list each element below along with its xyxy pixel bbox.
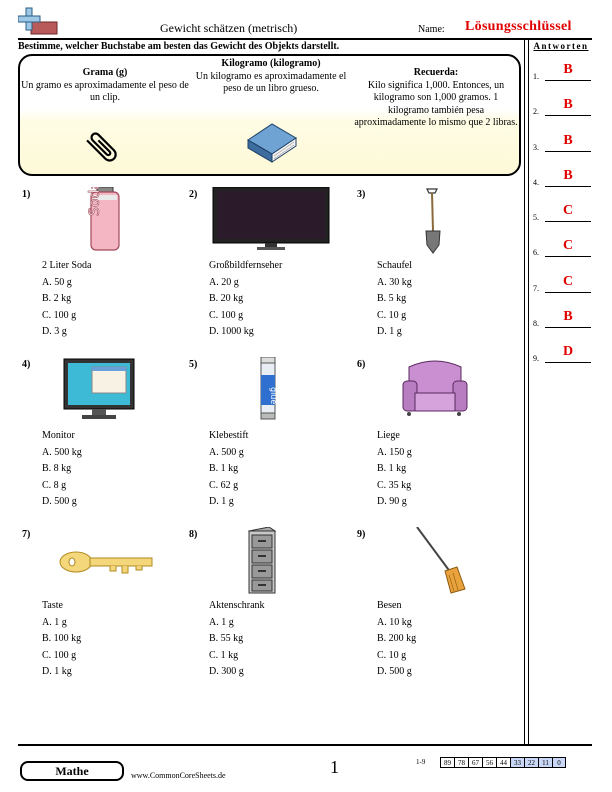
name-label: Name:: [418, 24, 445, 35]
kilogram-info: [192, 58, 350, 96]
armchair-icon: [395, 357, 485, 425]
question-number: 1): [22, 189, 31, 200]
question-number: 3): [357, 189, 366, 200]
score-cell: 78: [454, 757, 468, 768]
option-d: D. 90 g: [377, 496, 407, 507]
item-name: Besen: [377, 600, 402, 611]
option-c: C. 62 g: [209, 479, 239, 491]
item-name: Taste: [42, 600, 63, 611]
answer-line: [545, 292, 591, 293]
item-name: Liege: [377, 430, 400, 441]
answer-number: 4.: [533, 178, 539, 187]
option-b: B. 55 kg: [209, 633, 244, 644]
option-a: A. 1 g: [209, 616, 234, 628]
score-cell: 67: [468, 757, 482, 768]
plus-logo-icon: [18, 6, 58, 36]
option-c: C. 8 g: [42, 479, 67, 491]
remember-info: [354, 62, 518, 130]
answer-value: C: [562, 238, 574, 253]
item-name: Klebestift: [209, 430, 249, 441]
answer-value: B: [563, 133, 573, 148]
page-number: 1: [330, 757, 339, 777]
file-cabinet-icon: [227, 527, 317, 595]
option-c: C. 1 kg: [209, 649, 239, 661]
paperclip-icon: [84, 126, 124, 171]
answer-number: 3.: [533, 143, 539, 152]
glue-stick-icon: [227, 357, 317, 425]
option-b: B. 200 kg: [377, 633, 417, 644]
option-c: C. 100 g: [42, 309, 77, 321]
item-name: 2 Liter Soda: [42, 260, 92, 271]
option-d: D. 1000 kg: [209, 326, 254, 337]
answer-value: B: [563, 309, 573, 324]
question-number: 6): [357, 359, 366, 370]
question-number: 4): [22, 359, 31, 370]
answer-number: 5.: [533, 213, 539, 222]
broom-icon: [395, 527, 485, 595]
option-d: D. 500 g: [42, 496, 77, 507]
remember-text: Kilo significa 1,000. Entonces, un kilogramo son 1,000 gramos. 1 kilogramo también pesa aproximadamente lo mismo que 2 libras.: [354, 79, 518, 128]
footer-divider: [18, 744, 592, 746]
shovel-icon: [395, 187, 485, 255]
kilogram-text: Un kilogramo es aproximadamente el peso de un libro grueso.: [195, 70, 347, 94]
answer-number: 9.: [533, 354, 539, 363]
option-d: D. 1 kg: [42, 666, 72, 677]
soda-bottle-icon: [60, 187, 150, 255]
item-name: Monitor: [42, 430, 75, 441]
score-cell: 0: [552, 757, 566, 768]
option-b: B. 5 kg: [377, 293, 407, 304]
worksheet-title: Gewicht schätzen (metrisch): [160, 21, 298, 35]
score-range-label: 1-9: [416, 758, 426, 766]
remember-title: Recuerda:: [413, 67, 459, 78]
answer-number: 8.: [533, 319, 539, 328]
option-d: D. 300 g: [209, 666, 244, 677]
key-icon: [50, 527, 160, 595]
answer-number: 1.: [533, 72, 539, 81]
option-a: A. 1 g: [42, 616, 67, 628]
option-a: A. 20 g: [209, 276, 239, 288]
item-name: Schaufel: [377, 260, 412, 271]
option-a: A. 50 g: [42, 276, 72, 288]
question-options: [209, 428, 248, 511]
answer-value: C: [562, 203, 574, 218]
option-a: A. 500 g: [209, 446, 244, 458]
answer-line: [545, 186, 591, 187]
soda-label-text: Soda: [87, 187, 103, 216]
option-a: A. 150 g: [377, 446, 412, 458]
question-options: [42, 428, 82, 511]
question-options: [377, 598, 416, 681]
option-b: B. 20 kg: [209, 293, 244, 304]
answer-line: [545, 115, 591, 116]
option-d: D. 1 g: [377, 326, 402, 337]
reference-box: [18, 54, 521, 176]
answer-value: B: [563, 62, 573, 77]
flat-tv-icon: [211, 187, 331, 255]
option-b: B. 8 kg: [42, 463, 72, 474]
answer-value: D: [562, 344, 574, 359]
score-cell: 33: [510, 757, 524, 768]
option-b: B. 1 kg: [377, 463, 407, 474]
score-cell: 89: [440, 757, 454, 768]
answer-line: [545, 256, 591, 257]
option-b: B. 1 kg: [209, 463, 239, 474]
question-number: 2): [189, 189, 198, 200]
option-c: C. 35 kg: [377, 479, 412, 491]
glue-label-text: glue: [269, 387, 278, 405]
gram-text: Un gramo es aproximadamente el peso de un clip.: [21, 79, 189, 103]
option-d: D. 500 g: [377, 666, 412, 677]
answer-value: B: [563, 168, 573, 183]
answer-line: [545, 362, 591, 363]
answer-line: [545, 327, 591, 328]
answer-value: C: [562, 274, 574, 289]
question-options: [42, 598, 81, 681]
name-value: Lösungsschlüssel: [465, 19, 572, 34]
instructions: Bestimme, welcher Buchstabe am besten das Gewicht des Objekts darstellt.: [18, 41, 340, 52]
book-icon: [242, 118, 300, 169]
monitor-icon: [62, 357, 162, 425]
option-a: A. 500 kg: [42, 446, 82, 458]
answers-heading: Antworten: [533, 41, 589, 51]
score-cell: 22: [524, 757, 538, 768]
answer-number: 2.: [533, 107, 539, 116]
option-c: C. 10 g: [377, 649, 407, 661]
option-a: A. 10 kg: [377, 616, 412, 628]
question-options: [209, 598, 265, 681]
answer-line: [545, 151, 591, 152]
option-a: A. 30 kg: [377, 276, 412, 288]
question-number: 9): [357, 529, 366, 540]
header-divider: [18, 38, 592, 40]
gram-info: [20, 62, 190, 105]
score-cell: 44: [496, 757, 510, 768]
option-d: D. 1 g: [209, 496, 234, 507]
answer-line: [545, 80, 591, 81]
option-b: B. 2 kg: [42, 293, 72, 304]
question-options: [377, 428, 412, 511]
option-d: D. 3 g: [42, 326, 67, 337]
answer-line: [545, 221, 591, 222]
subject-badge: Mathe: [20, 761, 124, 781]
answer-value: B: [563, 97, 573, 112]
answer-number: 6.: [533, 248, 539, 257]
item-name: Großbildfernseher: [209, 260, 283, 271]
score-cell: 11: [538, 757, 552, 768]
question-options: [42, 258, 91, 341]
answer-column-divider: [524, 40, 525, 745]
option-b: B. 100 kg: [42, 633, 82, 644]
answer-number: 7.: [533, 284, 539, 293]
score-cell: 56: [482, 757, 496, 768]
answer-column-divider-inner: [528, 40, 529, 745]
option-c: C. 10 g: [377, 309, 407, 321]
site-url: www.CommonCoreSheets.de: [131, 771, 226, 780]
question-options: [377, 258, 412, 341]
question-options: [209, 258, 282, 341]
option-c: C. 100 g: [209, 309, 244, 321]
question-number: 7): [22, 529, 31, 540]
question-number: 5): [189, 359, 198, 370]
question-number: 8): [189, 529, 198, 540]
gram-title: Grama (g): [82, 67, 128, 78]
score-table: [412, 757, 566, 768]
option-c: C. 100 g: [42, 649, 77, 661]
item-name: Aktenschrank: [209, 600, 265, 611]
kilogram-title: Kilogramo (kilogramo): [221, 58, 321, 69]
